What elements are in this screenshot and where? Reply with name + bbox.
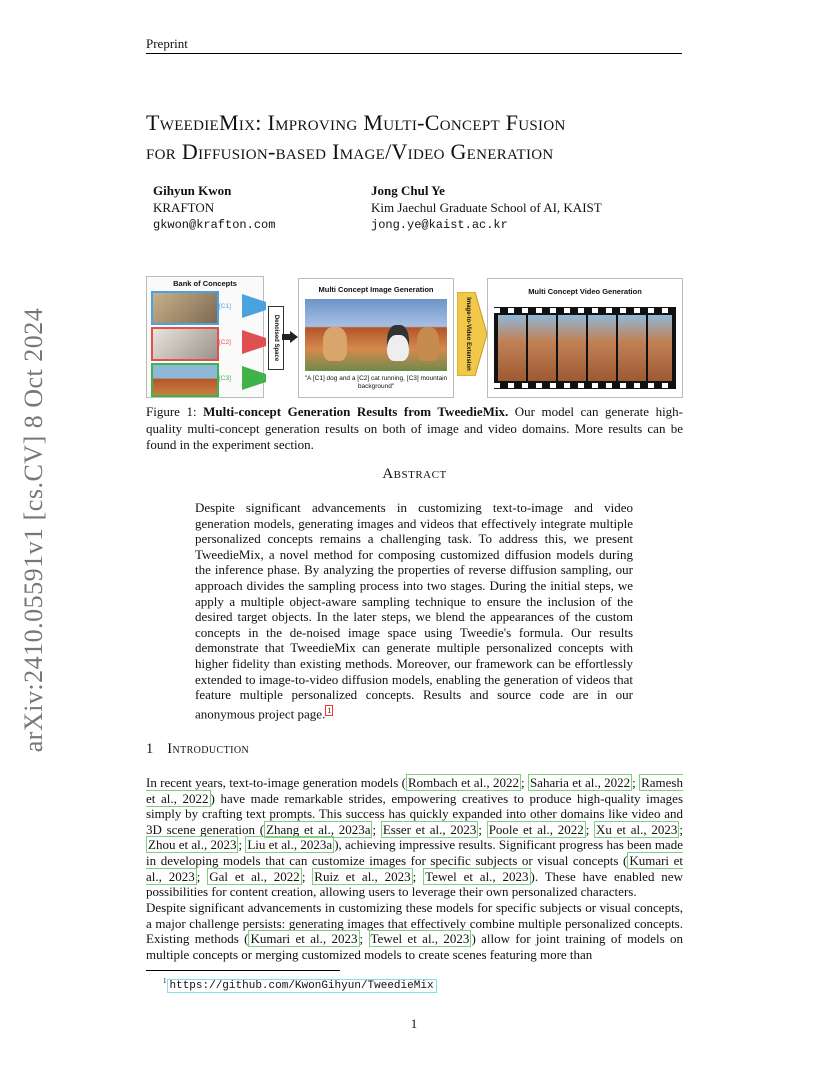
title-line-2: for Diffusion-based Image/Video Generation	[146, 139, 554, 164]
caption-bold: Multi-concept Generation Results from TweedieMix.	[203, 404, 509, 419]
cat-shape	[387, 325, 409, 361]
funnel-c1	[242, 294, 266, 318]
dog-shape	[417, 327, 439, 361]
prompt-text: "A [C1] dog and a [C2] cat running, [C3] mountain background"	[304, 375, 448, 390]
footnote	[163, 977, 437, 992]
concept-funnels	[240, 290, 270, 394]
citation-link[interactable]: Gal et al., 2022	[209, 868, 300, 884]
film-strip	[494, 307, 676, 389]
text-run: ;	[238, 837, 246, 853]
video-gen-title: Multi Concept Video Generation	[528, 287, 642, 296]
text-run: ;	[412, 868, 424, 884]
text-run: ;	[679, 821, 683, 837]
i2v-label-wrap	[457, 292, 479, 376]
citation-link[interactable]: Rombach et al., 2022	[407, 775, 520, 790]
text-run: ;	[301, 868, 313, 884]
citation-link[interactable]: Tewel et al., 2023	[425, 868, 529, 884]
bank-title: Bank of Concepts	[173, 279, 237, 288]
abstract-heading: Abstract	[382, 466, 447, 482]
text-run: ;	[372, 821, 381, 837]
paper-title	[146, 108, 706, 166]
arrow-icon	[282, 331, 298, 343]
concept-1-tag: [C1]	[219, 303, 231, 310]
concept-1-image	[151, 291, 219, 325]
section-heading	[146, 741, 249, 758]
caption-label: Figure 1:	[146, 404, 197, 419]
text-run: ;	[196, 868, 208, 884]
concept-2-image	[151, 327, 219, 361]
caption-text: Our model can generate high-quality multi-concept generation results on both of image and video domains. More results can be found in the experiment section.	[146, 404, 684, 452]
video-generation-panel	[487, 278, 683, 398]
author-email[interactable]: jong.ye@kaist.ac.kr	[371, 218, 508, 232]
citation-link[interactable]: Ramesh et al., 2022	[146, 775, 683, 806]
video-frame	[588, 315, 616, 381]
citation-link[interactable]: Esser et al., 2023	[382, 821, 477, 837]
figure-1	[146, 276, 683, 398]
funnel-c3	[242, 366, 266, 390]
author-affiliation: KRAFTON	[153, 199, 215, 215]
citation-link[interactable]: Kumari et al., 2023	[146, 852, 683, 884]
footnote-number: 1	[163, 977, 167, 985]
intro-paragraph-2	[146, 900, 683, 962]
abstract-body	[195, 500, 633, 722]
text-run: ;	[478, 821, 487, 837]
dog-shape	[323, 327, 347, 361]
citation-link[interactable]: Poole et al., 2022	[488, 821, 584, 837]
text-run: ), achieving impressive results. Significant progress has been made in developing models that can customize images for specific subjects or visual concepts (	[146, 837, 683, 868]
author-name: Gihyun Kwon	[153, 183, 232, 198]
footnote-rule	[146, 970, 340, 971]
citation-link[interactable]: Tewel et al., 2023	[370, 931, 470, 947]
sprocket-top	[494, 308, 676, 313]
page-number: 1	[410, 1016, 418, 1031]
arxiv-id[interactable]: arXiv:2410.05591v1 [cs.CV] 8 Oct 2024	[19, 307, 48, 753]
citation-link[interactable]: Ruiz et al., 2023	[314, 868, 411, 884]
sprocket-bottom	[494, 383, 676, 388]
citation-link[interactable]: Zhou et al., 2023	[148, 837, 237, 853]
running-header: Preprint	[146, 36, 188, 51]
video-frame	[558, 315, 586, 381]
citation-link[interactable]: Zhang et al., 2023a	[266, 821, 371, 837]
image-gen-title: Multi Concept Image Generation	[318, 285, 434, 294]
citation-link[interactable]: Saharia et al., 2022	[529, 775, 631, 790]
intro-paragraph-1	[146, 775, 683, 900]
denoised-label: Denoised Space	[273, 314, 279, 362]
concept-3-tag: [C3]	[219, 375, 231, 382]
text-run: ). These have enabled new possibilities for content creation, allowing users to leverage their own personalized characters.	[146, 868, 683, 900]
image-generation-panel	[298, 278, 454, 398]
text-run: ;	[521, 775, 528, 790]
generated-image	[305, 299, 447, 371]
citation-link[interactable]: Kumari et al., 2023	[250, 931, 358, 947]
figure-caption	[146, 404, 683, 454]
video-frame	[528, 315, 556, 381]
text-run: ) have made remarkable strides, empowering creatives to produce high-quality images simply by crafting text prompts. This success has quickly expanded into other domains like video and 3D scene generation (	[146, 790, 684, 837]
concept-2-tag: [C2]	[219, 339, 231, 346]
author-affiliation: Kim Jaechul Graduate School of AI, KAIST	[371, 199, 602, 215]
author-2	[371, 183, 602, 234]
citation-link[interactable]: Xu et al., 2023	[596, 821, 678, 837]
arxiv-stamp	[4, 300, 64, 760]
text-run: ;	[632, 775, 640, 790]
author-name: Jong Chul Ye	[371, 183, 445, 198]
text-run: ) allow for joint training of models on multiple concepts or merging customized models to create scenes featuring more than	[146, 931, 683, 962]
i2v-label: Image-to-Video Extension	[465, 297, 471, 371]
citation-link[interactable]: Liu et al., 2023a	[247, 837, 333, 853]
text-run: In recent years, text-to-image generation models (	[146, 775, 406, 790]
text-run: ;	[359, 931, 369, 947]
author-1	[153, 183, 275, 234]
author-email[interactable]: gkwon@krafton.com	[153, 218, 276, 232]
text-run: Despite significant advancements in customizing these models for specific subjects or visual concepts, a major challenge persists: generating images that effectively combine multiple personalized concepts. Existing methods (	[146, 900, 683, 947]
video-frame	[618, 315, 646, 381]
title-line-1: TweedieMix: Improving Multi-Concept Fusion	[146, 110, 566, 135]
text-run: ;	[585, 821, 595, 837]
footnote-url[interactable]: https://github.com/KwonGihyun/TweedieMix	[167, 979, 437, 993]
video-frame	[498, 315, 526, 381]
concept-3-image	[151, 363, 219, 397]
section-title: Introduction	[167, 741, 250, 757]
video-frame	[648, 315, 672, 381]
header-rule	[146, 53, 682, 54]
abstract-text: Despite significant advancements in customizing text-to-image and video generation models, generating images and videos that effectively integrate multiple personalized concepts remains a challenging task. To address this, we present TweedieMix, a novel method for composing customized diffusion models during the inference phase. By analyzing the properties of reverse diffusion sampling, our approach divides the sampling process into two stages. During the initial steps, we apply a multiple object-aware sampling technique to ensure the inclusion of the desired target objects. In the later steps, we blend the appearances of the custom concepts in the de-noised image space using Tweedie's formula. Our results demonstrate that TweedieMix can generate multiple personalized concepts with higher fidelity than existing methods. Moreover, our framework can be effortlessly extended to image-to-video diffusion models, enabling the generation of videos that feature multiple personalized concepts. Results and source code are in our anonymous project page.	[195, 500, 633, 722]
funnel-c2	[242, 330, 266, 354]
section-number: 1	[146, 741, 154, 757]
footnote-link[interactable]: 1	[327, 705, 332, 715]
